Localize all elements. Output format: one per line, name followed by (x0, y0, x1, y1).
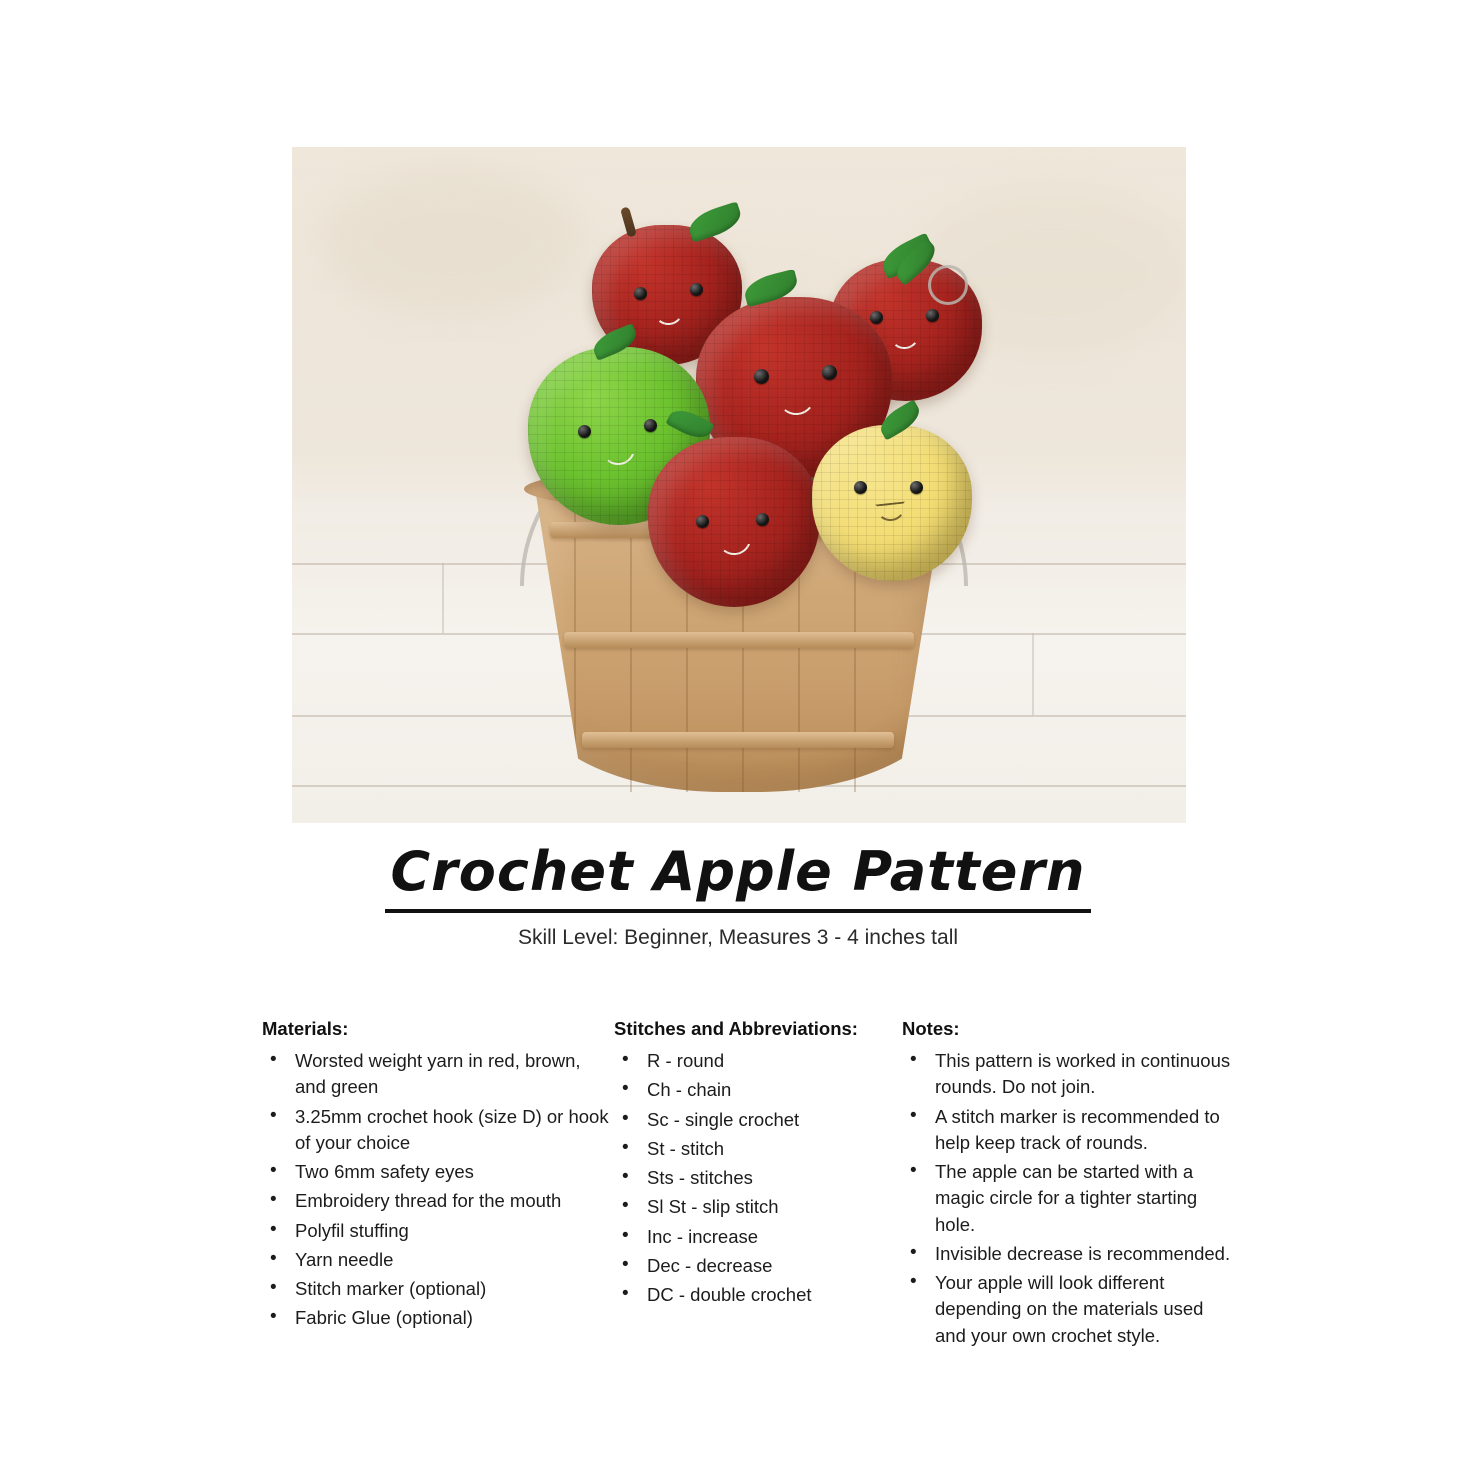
apple-red-front (648, 437, 820, 607)
wood-plank-line (1032, 633, 1034, 715)
apple-mouth (717, 535, 753, 556)
apple-stem (620, 206, 637, 237)
apple-eye (690, 283, 703, 296)
notes-list (902, 1048, 1232, 1349)
list-item: • Ch - chain (614, 1077, 902, 1103)
materials-list (262, 1048, 614, 1332)
list-item: • Your apple will look different depending on the materials used and your own crochet style. (902, 1270, 1232, 1349)
photo-background (292, 147, 1186, 823)
list-item: • Two 6mm safety eyes (262, 1159, 614, 1185)
apple-eye (822, 365, 837, 380)
apple-mouth (653, 305, 685, 326)
list-item: • St - stitch (614, 1136, 902, 1162)
list-item: • DC - double crochet (614, 1282, 902, 1308)
info-columns (262, 1018, 1232, 1352)
list-item: • Dec - decrease (614, 1253, 902, 1279)
notes-column (902, 1018, 1232, 1352)
list-item: • Invisible decrease is recommended. (902, 1241, 1232, 1267)
materials-column (262, 1018, 614, 1352)
keyring (928, 265, 968, 305)
stitches-heading: Stitches and Abbreviations: (614, 1018, 858, 1039)
list-item: • Worsted weight yarn in red, brown, and green (262, 1048, 614, 1101)
apple-eye (756, 513, 769, 526)
apple-eye (696, 515, 709, 528)
list-item: • This pattern is worked in continuous rounds. Do not join. (902, 1048, 1232, 1101)
list-item: • Sc - single crochet (614, 1107, 902, 1133)
list-item: • R - round (614, 1048, 902, 1074)
hero-photo (292, 147, 1186, 823)
page-title-text: Crochet Apple Pattern (385, 840, 1092, 913)
apple-eye (910, 481, 923, 494)
list-item: • 3.25mm crochet hook (size D) or hook of your choice (262, 1104, 614, 1157)
wood-plank-line (442, 563, 444, 633)
list-item: • Fabric Glue (optional) (262, 1305, 614, 1331)
apple-eye (926, 309, 939, 322)
list-item: • A stitch marker is recommended to help keep track of rounds. (902, 1104, 1232, 1157)
list-item: • Sl St - slip stitch (614, 1194, 902, 1220)
notes-heading: Notes: (902, 1018, 960, 1039)
basket-band (582, 732, 894, 748)
apple-mouth (889, 329, 921, 350)
list-item: • The apple can be started with a magic circle for a tighter starting hole. (902, 1159, 1232, 1238)
apple-eye (644, 419, 657, 432)
materials-heading: Materials: (262, 1018, 349, 1039)
apple-mouth (875, 501, 907, 522)
list-item: • Polyfil stuffing (262, 1218, 614, 1244)
photo-texture-blotch (322, 167, 582, 317)
apple-eye (578, 425, 591, 438)
list-item: • Inc - increase (614, 1224, 902, 1250)
list-item: • Yarn needle (262, 1247, 614, 1273)
apple-eye (754, 369, 769, 384)
list-item: • Stitch marker (optional) (262, 1276, 614, 1302)
basket-band (564, 632, 914, 648)
apple-yellow (812, 425, 972, 581)
apple-mouth (777, 391, 817, 417)
list-item: • Embroidery thread for the mouth (262, 1188, 614, 1214)
list-item: • Sts - stitches (614, 1165, 902, 1191)
page-subtitle: Skill Level: Beginner, Measures 3 - 4 inches tall (517, 926, 959, 949)
page-title (0, 840, 1476, 913)
apple-eye (634, 287, 647, 300)
stitches-list (614, 1048, 902, 1308)
stitches-column (614, 1018, 902, 1352)
apple-eye (854, 481, 867, 494)
apple-mouth (601, 445, 637, 466)
apple-eye (870, 311, 883, 324)
